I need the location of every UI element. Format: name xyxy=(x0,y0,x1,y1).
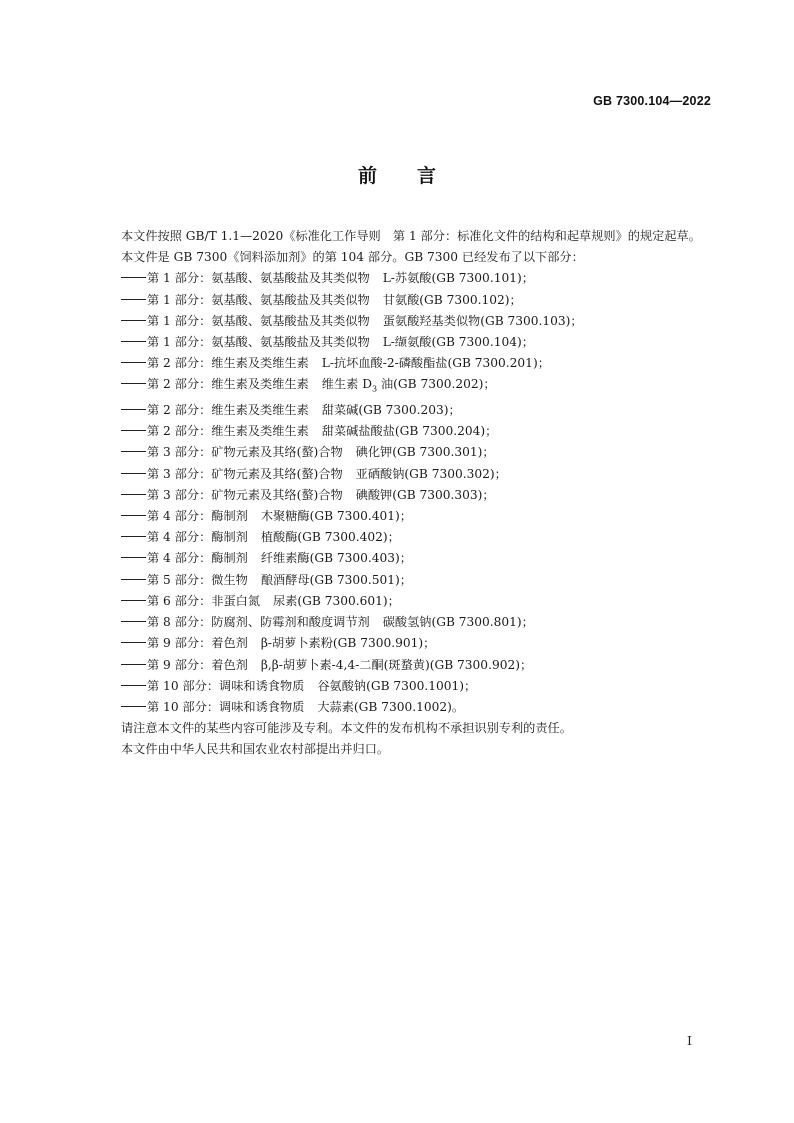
paragraph-drafting-rules: 本文件按照 GB/T 1.1—2020《标准化工作导则 第 1 部分：标准化文件的结构和起草规则》的规定起草。 xyxy=(121,229,701,243)
list-item: 第 2 部分：维生素及类维生素 甜菜碱(GB 7300.203)； xyxy=(96,400,708,421)
list-item: 第 3 部分：矿物元素及其络(螯)合物 碘化钾(GB 7300.301)； xyxy=(96,442,708,463)
list-item: 第 3 部分：矿物元素及其络(螯)合物 亚硒酸钠(GB 7300.302)； xyxy=(96,464,708,485)
list-item: 第 1 部分：氨基酸、氨基酸盐及其类似物 甘氨酸(GB 7300.102)； xyxy=(96,290,708,311)
list-item: 第 10 部分：调味和诱食物质 大蒜素(GB 7300.1002)。 xyxy=(96,697,708,718)
list-item: 第 4 部分：酶制剂 木聚糖酶(GB 7300.401)； xyxy=(96,506,708,527)
dash-mark xyxy=(121,362,146,363)
dash-mark xyxy=(121,557,146,558)
dash-mark xyxy=(121,409,146,410)
list-item: 第 9 部分：着色剂 β,β-胡萝卜素-4,4-二酮(斑蝥黄)(GB 7300.902)； xyxy=(96,655,708,676)
dash-mark xyxy=(121,642,146,643)
dash-mark xyxy=(121,621,146,622)
page-title xyxy=(0,161,794,188)
list-item: 第 2 部分：维生素及类维生素 L-抗坏血酸-2-磷酸酯盐(GB 7300.201)； xyxy=(96,353,708,374)
standard-code: GB 7300.104—2022 xyxy=(593,94,711,108)
published-parts-list xyxy=(96,268,708,718)
dash-mark xyxy=(121,277,146,278)
dash-mark xyxy=(121,685,146,686)
list-item: 第 4 部分：酶制剂 纤维素酶(GB 7300.403)； xyxy=(96,548,708,569)
dash-mark xyxy=(121,579,146,580)
title-char-2: 言 xyxy=(417,165,437,187)
dash-mark xyxy=(121,451,146,452)
dash-mark xyxy=(121,600,146,601)
list-item: 第 6 部分：非蛋白氮 尿素(GB 7300.601)； xyxy=(96,591,708,612)
dash-mark xyxy=(121,299,146,300)
list-item: 第 1 部分：氨基酸、氨基酸盐及其类似物 蛋氨酸羟基类似物(GB 7300.103)； xyxy=(96,311,708,332)
dash-mark xyxy=(121,536,146,537)
paragraph-proposer: 本文件由中华人民共和国农业农村部提出并归口。 xyxy=(121,742,390,757)
list-item: 第 1 部分：氨基酸、氨基酸盐及其类似物 L-苏氨酸(GB 7300.101)； xyxy=(96,268,708,289)
dash-mark xyxy=(121,473,146,474)
list-item: 第 5 部分：微生物 酿酒酵母(GB 7300.501)； xyxy=(96,570,708,591)
page-number: I xyxy=(687,1033,692,1048)
list-item: 第 4 部分：酶制剂 植酸酶(GB 7300.402)； xyxy=(96,527,708,548)
dash-mark xyxy=(121,383,146,384)
foreword-body xyxy=(96,226,708,761)
list-item: 第 3 部分：矿物元素及其络(螯)合物 碘酸钾(GB 7300.303)； xyxy=(96,485,708,506)
list-item: 第 9 部分：着色剂 β-胡萝卜素粉(GB 7300.901)； xyxy=(96,633,708,654)
list-item: 第 2 部分：维生素及类维生素 维生素 $D_3$ 油(GB 7300.202)； xyxy=(96,374,708,400)
dash-mark xyxy=(121,515,146,516)
paragraph-patent-notice: 请注意本文件的某些内容可能涉及专利。本文件的发布机构不承担识别专利的责任。 xyxy=(121,721,572,736)
list-item: 第 1 部分：氨基酸、氨基酸盐及其类似物 L-缬氨酸(GB 7300.104)； xyxy=(96,332,708,353)
dash-mark xyxy=(121,706,146,707)
dash-mark xyxy=(121,494,146,495)
title-char-1: 前 xyxy=(357,165,377,187)
paragraph-series-intro: 本文件是 GB 7300《饲料添加剂》的第 104 部分。GB 7300 已经发布了以下部分： xyxy=(121,250,584,265)
dash-mark xyxy=(121,430,146,431)
list-item: 第 8 部分：防腐剂、防霉剂和酸度调节剂 碳酸氢钠(GB 7300.801)； xyxy=(96,612,708,633)
dash-mark xyxy=(121,664,146,665)
dash-mark xyxy=(121,341,146,342)
dash-mark xyxy=(121,320,146,321)
list-item: 第 2 部分：维生素及类维生素 甜菜碱盐酸盐(GB 7300.204)； xyxy=(96,421,708,442)
list-item: 第 10 部分：调味和诱食物质 谷氨酸钠(GB 7300.1001)； xyxy=(96,676,708,697)
